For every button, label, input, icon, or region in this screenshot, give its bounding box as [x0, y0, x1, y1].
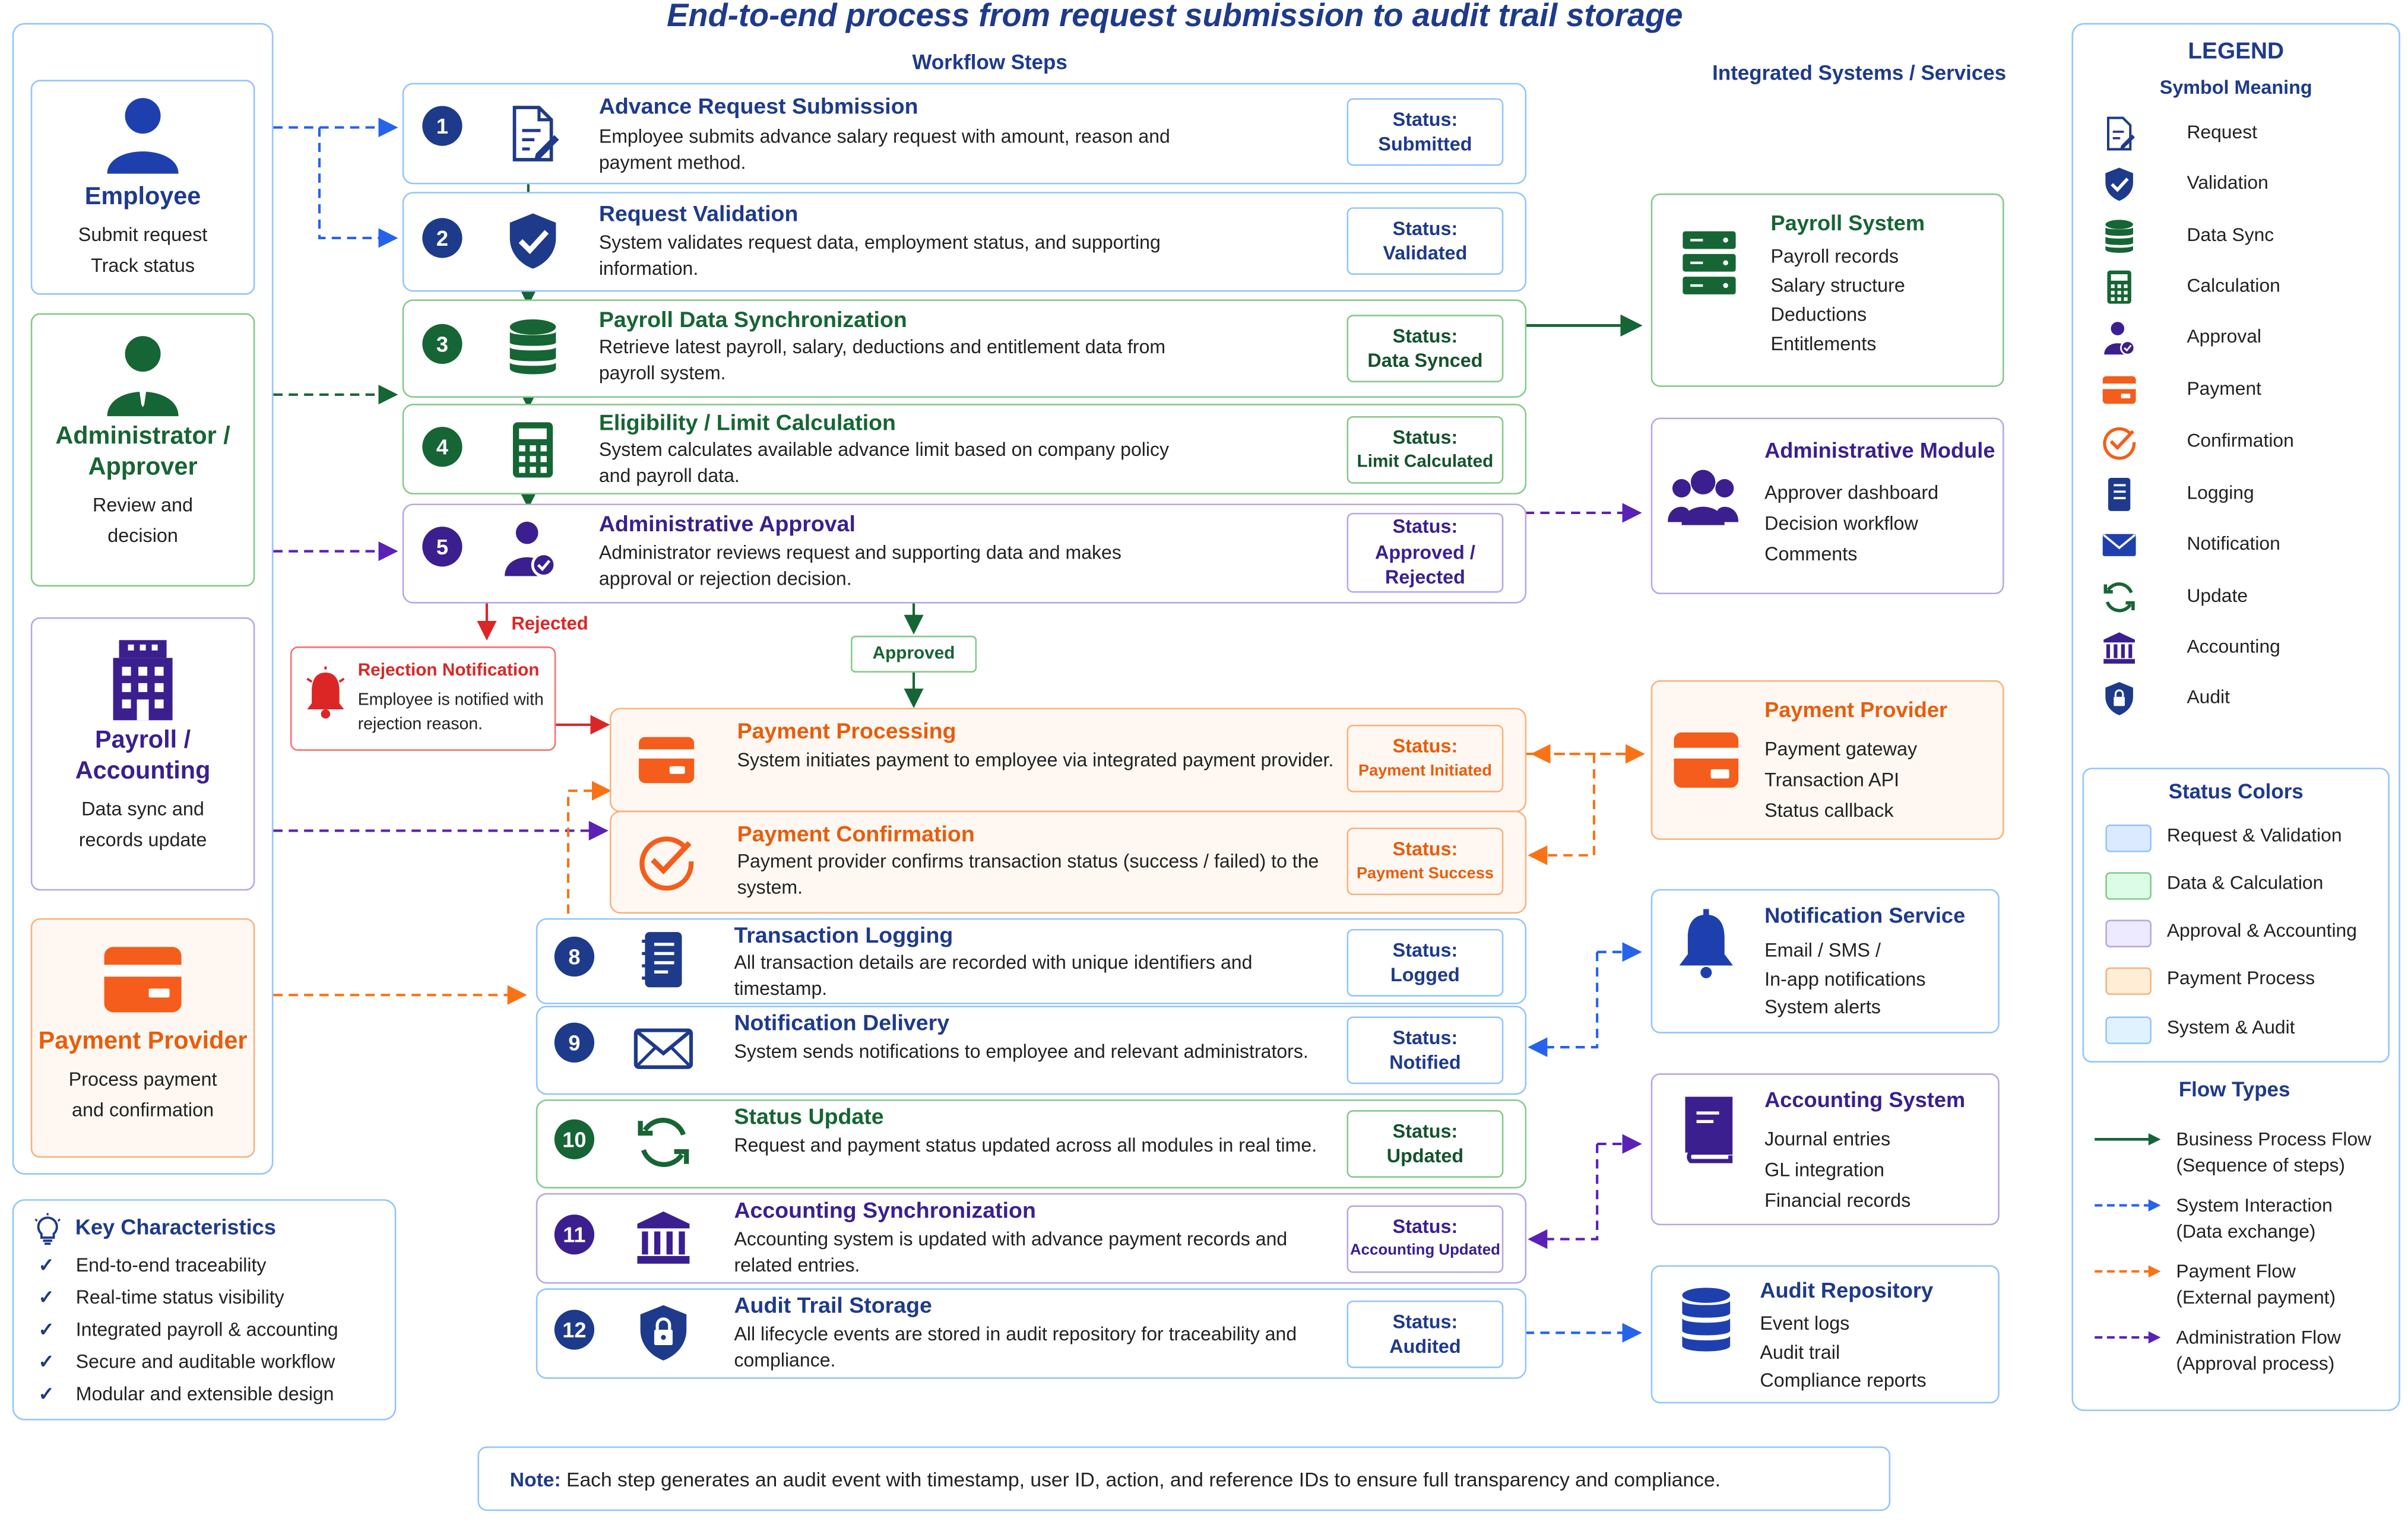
step-title: Payroll Data Synchronization — [598, 308, 907, 334]
step-description: Employee submits advance salary request with amount, reason and payment method. — [598, 126, 1170, 174]
system-items: Email / SMS / In-app notifications System alerts — [1764, 940, 1926, 1018]
system-accounting — [1651, 1073, 2000, 1225]
step-description: Payment provider confirms transaction status (success / failed) to the system. — [737, 851, 1319, 899]
system-items: Payroll records Salary structure Deductions Entitlements — [1770, 245, 1905, 355]
actor-administrator — [31, 313, 255, 586]
actor-desc-line: Track status — [91, 255, 195, 277]
step-number: 11 — [555, 1215, 594, 1254]
actor-desc-line: Review and — [93, 494, 194, 516]
step-title: Administrative Approval — [598, 512, 856, 538]
status-badge: Status: Updated — [1347, 1110, 1504, 1178]
envelope-icon — [633, 1018, 694, 1079]
key-characteristic-item: ✓ Modular and extensible design — [38, 1383, 334, 1405]
request-icon — [2101, 115, 2138, 152]
step-description: Retrieve latest payroll, salary, deductions and entitlement data from payroll system. — [598, 336, 1166, 384]
system-title: Audit Repository — [1760, 1277, 1934, 1302]
step-description: All transaction details are recorded with unique identifiers and timestamp. — [734, 952, 1253, 1000]
status-colors-box: Status Colors Request & Validation Data & Calculation Approval & Accounting Payment Process System & Audit — [2083, 768, 2390, 1063]
status-badge: Status: Data Synced — [1347, 315, 1504, 382]
status-colors-title: Status Colors — [2168, 780, 2304, 803]
status-badge: Status: Accounting Updated — [1347, 1206, 1504, 1273]
step-description: All lifecycle events are stored in audit repository for traceability and compliance. — [734, 1323, 1297, 1371]
step-payroll-data-synchronization — [403, 299, 1526, 398]
actor-payroll-accounting — [31, 617, 255, 890]
status-badge: Status: Validated — [1347, 207, 1504, 275]
actor-desc-line: Data sync and — [81, 798, 204, 820]
step-transaction-logging — [536, 918, 1526, 1004]
step-title: Eligibility / Limit Calculation — [598, 411, 896, 436]
status-badge: Status: Payment Success — [1347, 827, 1504, 895]
approver-icon — [2101, 319, 2138, 356]
step-payment-confirmation — [610, 811, 1526, 914]
step-number: 3 — [422, 324, 462, 364]
status-badge: Status: Notified — [1347, 1016, 1504, 1084]
step-number: 9 — [555, 1023, 594, 1063]
bell-icon — [1671, 909, 1741, 979]
diagram-title: End-to-end process from request submission to audit trail storage — [667, 0, 1683, 34]
calculator-icon — [2101, 269, 2138, 306]
check-circle-icon — [2101, 424, 2138, 461]
step-description: Administrator reviews request and supporting data and makes approval or rejection decision. — [598, 542, 1121, 590]
systems-header: Integrated Systems / Services — [1712, 61, 2007, 85]
note-box — [477, 1447, 1890, 1511]
step-title: Audit Trail Storage — [734, 1294, 932, 1319]
key-characteristics-title: Key Characteristics — [75, 1215, 276, 1239]
step-notification-delivery — [536, 1006, 1526, 1095]
alarm-bell-icon — [304, 667, 347, 719]
system-items: Approver dashboard Decision workflow Comments — [1764, 482, 1939, 565]
step-title: Request Validation — [598, 202, 799, 227]
step-eligibility-limit-calculation — [403, 404, 1526, 494]
server-icon — [1674, 229, 1745, 299]
rejection-title: Rejection Notification — [357, 661, 540, 680]
system-items: Payment gateway Transaction API Status callback — [1764, 738, 1918, 822]
step-title: Payment Processing — [737, 720, 956, 745]
actor-name: Payment Provider — [38, 1029, 248, 1055]
step-title: Payment Confirmation — [737, 823, 975, 848]
key-characteristic-item: ✓ End-to-end traceability — [38, 1254, 267, 1276]
legend-title: LEGEND — [2188, 38, 2285, 65]
status-badge: Status: Approved / Rejected — [1347, 513, 1504, 593]
card-icon — [636, 730, 697, 791]
key-characteristic-item: ✓ Secure and auditable workflow — [38, 1351, 335, 1373]
step-number: 1 — [422, 106, 462, 145]
step-advance-request-submission — [403, 83, 1526, 185]
step-description: System initiates payment to employee via integrated payment provider. — [737, 749, 1334, 771]
step-number: 10 — [555, 1120, 594, 1159]
step-description: Request and payment status updated across all modules in real time. — [734, 1134, 1317, 1156]
request-icon — [502, 103, 563, 164]
system-title: Payment Provider — [1764, 697, 1948, 722]
lock-shield-icon — [2101, 680, 2138, 717]
step-title: Advance Request Submission — [598, 95, 918, 120]
step-payment-processing — [610, 708, 1526, 812]
approved-branch-label: Approved — [851, 636, 977, 673]
step-title: Notification Delivery — [734, 1012, 950, 1037]
flow-types-title: Flow Types — [2178, 1077, 2290, 1101]
system-audit-repository — [1651, 1265, 2000, 1403]
legend-panel: LEGEND Symbol Meaning Request Validation Data Sync Calculation Approval Payment Confirmation Logging Notification Update Accounting Audit — [2071, 23, 2400, 1411]
system-title: Administrative Module — [1764, 437, 1995, 462]
actor-name: Payroll / Accounting — [75, 728, 211, 785]
step-request-validation — [403, 192, 1526, 291]
system-items: Journal entries GL integration Financial records — [1764, 1128, 1911, 1212]
shield-check-icon — [2101, 166, 2138, 202]
step-administrative-approval — [403, 503, 1526, 603]
system-items: Event logs Audit trail Compliance reports — [1760, 1312, 1927, 1391]
bank-icon — [2101, 630, 2138, 667]
check-circle-icon — [636, 830, 697, 892]
actor-desc-line: records update — [78, 829, 207, 851]
employee-icon — [99, 91, 188, 180]
step-title: Status Update — [734, 1105, 884, 1130]
step-number: 4 — [422, 427, 462, 467]
solid-arrow-icon — [2093, 1130, 2164, 1149]
shield-check-icon — [502, 210, 563, 271]
rejected-branch-label: Rejected — [511, 613, 588, 635]
workflow-header: Workflow Steps — [912, 50, 1067, 74]
lock-shield-icon — [633, 1302, 694, 1364]
actor-desc-line: Process payment — [68, 1068, 217, 1090]
calculator-icon — [502, 419, 563, 480]
card-icon — [2101, 372, 2138, 408]
step-accounting-synchronization — [536, 1193, 1526, 1284]
step-number: 2 — [422, 218, 462, 258]
step-description: System sends notifications to employee and relevant administrators. — [734, 1041, 1308, 1063]
actor-payment-provider — [31, 918, 255, 1158]
actor-name: Employee — [84, 184, 201, 211]
diagram-canvas: End-to-end process from request submission to audit trail storage Workflow Steps Integrated Systems / Services Employee Submit request Track status Administrator / Approver Review and decision Payroll / Accounting Data sync and records update Payment Provider Process payment and confirmation Key Characteristics ✓ End-to-end traceability ✓ Real-time status visibility ✓ Integrated payroll & accounting ✓ Secure and auditable workflow ✓ Modular and extensible design 1 Advance Request Submission Employee submits advance salary request with amount, reason and payment method. Status: Submitted 2 Request Validation System validates request data, employment status, and supporting information. Status: Validated 3 Payroll Data Synchronization Retrieve latest payroll, salary, deductions and entitlement data from payroll system. Status: Data Synced 4 Eligibility / Limit Calculation System calculates available advance limit based on company policy and payroll data. Status: Limit Calculated 5 Administrative Approval Administrator reviews request and supporting data and makes approval or rejection decision. Status: Approved / Rejected Rejected Rejection Notification Employee is notified with rejection reason. Approved Payment Processing System initiates payment to employee via integrated payment provider. Status: Payment Initiated Payment Confirmation Payment provider confirms transaction status (success / failed) to the system. Status: Payment Success 8 Transaction Logging All transaction details are recorded with unique identifiers and timestamp. Status: Logged 9 Notification Delivery System sends notifications to employee and relevant administrators. Status: Notified 10 Status Update Request and payment status updated across all modules in real time. Status: Updated 11 Accounting Synchronization Accounting system is updated with advance payment records and related entries. Status: Accounting Updated 12 Audit Trail Storage All lifecycle events are stored in audit repository for traceability and compliance. Status: Audited Payroll System Payroll records Salary structure Deductions Entitlements Administrative Module Approver dashboard Decision workflow Comments Payment Provider Payment gateway Transaction API Status callback Notification Service Email / SMS / In-app notifications System alerts Accounting System Journal entries GL integration Financial records Audit Repository Event logs Audit trail Compliance reports LEGEND Symbol Meaning Request Validation Data Sync Calculation Approval Payment Confirmation Logging Notification Update Accounting Audit Status Colors Request & Validation Data & Calculation Approval & Accounting Payment Process System & Audit Flow Types Business Process Flow (Sequence of steps) System Interaction (Data exchange) Payment Flow (External payment) Administration Flow (Approval process) Note: Each step generates an audit event with timestamp, user ID, action, and reference IDs to ensure full transparency and compliance. — [0, 0, 2408, 1521]
administrator-icon — [99, 330, 188, 419]
database-icon — [1671, 1285, 1741, 1356]
status-badge: Status: Submitted — [1347, 99, 1504, 166]
status-badge: Status: Payment Initiated — [1347, 725, 1504, 792]
step-title: Transaction Logging — [734, 924, 953, 949]
system-administrative-module — [1651, 418, 2004, 594]
note-text: Note: Each step generates an audit event with timestamp, user ID, action, and reference IDs to ensure full transparency and compliance. — [509, 1467, 1721, 1491]
rejection-description: Employee is notified with rejection reason. — [357, 691, 544, 734]
key-characteristic-item: ✓ Real-time status visibility — [38, 1286, 284, 1308]
actor-desc-line: Submit request — [78, 224, 208, 246]
step-number: 5 — [422, 527, 462, 566]
step-number: 12 — [555, 1309, 594, 1349]
status-badge: Status: Limit Calculated — [1347, 416, 1504, 484]
system-title: Notification Service — [1764, 902, 1966, 928]
bank-icon — [633, 1207, 694, 1268]
building-icon — [99, 634, 188, 723]
key-characteristics-panel — [12, 1199, 397, 1420]
actor-desc-line: decision — [107, 525, 178, 547]
actor-employee — [31, 80, 255, 295]
step-description: System validates request data, employment status, and supporting information. — [598, 232, 1161, 280]
actor-desc-line: and confirmation — [72, 1099, 214, 1121]
log-icon — [633, 929, 694, 990]
users-icon — [1668, 462, 1738, 533]
card-icon — [99, 935, 188, 1024]
step-number: 8 — [555, 937, 594, 976]
database-icon — [2101, 218, 2138, 255]
rejection-notification-box — [290, 646, 556, 751]
dashed-arrow-icon — [2093, 1262, 2164, 1280]
refresh-icon — [633, 1112, 694, 1173]
system-payment-provider — [1651, 680, 2004, 840]
legend-subtitle: Symbol Meaning — [2159, 77, 2312, 99]
step-status-update — [536, 1099, 1526, 1188]
step-description: System calculates available advance limit based on company policy and payroll data. — [598, 439, 1170, 487]
key-characteristic-item: ✓ Integrated payroll & accounting — [38, 1318, 338, 1341]
dashed-arrow-icon — [2093, 1328, 2164, 1346]
approver-icon — [499, 518, 560, 579]
system-title: Accounting System — [1764, 1087, 1966, 1112]
dashed-arrow-icon — [2093, 1196, 2164, 1215]
step-description: Accounting system is updated with advance payment records and related entries. — [734, 1228, 1288, 1276]
system-title: Payroll System — [1770, 210, 1925, 235]
refresh-icon — [2101, 579, 2138, 616]
envelope-icon — [2101, 527, 2138, 563]
step-audit-trail-storage — [536, 1288, 1526, 1379]
book-icon — [1674, 1093, 1745, 1164]
system-payroll — [1651, 194, 2004, 387]
status-badge: Status: Audited — [1347, 1301, 1504, 1368]
database-icon — [502, 316, 563, 378]
lightbulb-icon — [32, 1213, 63, 1247]
log-icon — [2101, 476, 2138, 513]
actor-name: Administrator / Approver — [55, 423, 230, 481]
system-notification-service — [1651, 889, 2000, 1033]
card-icon — [1671, 725, 1741, 795]
step-title: Accounting Synchronization — [734, 1199, 1036, 1224]
status-badge: Status: Logged — [1347, 929, 1504, 997]
